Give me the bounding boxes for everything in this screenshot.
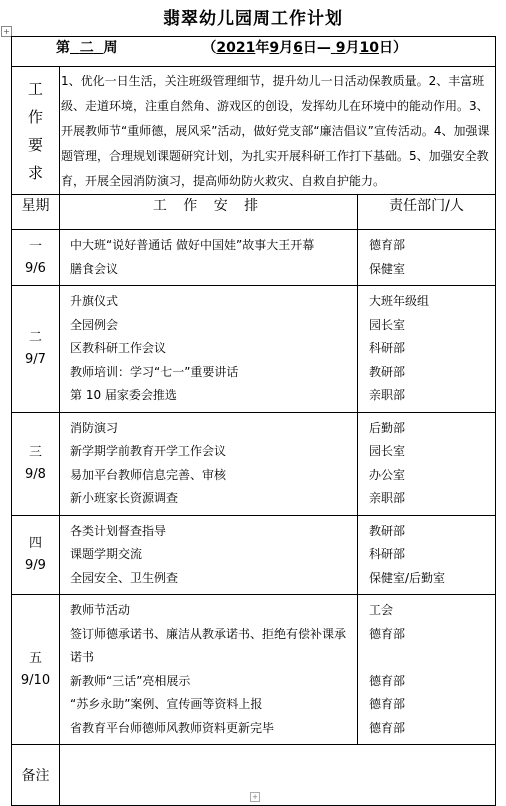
day-items: 消防演习 新学期学前教育开学工作会议 易加平台教师信息完善、审核 新小班家长资源调查 <box>60 412 358 515</box>
day-cell: 三 9/8 <box>12 412 60 515</box>
day-depts: 大班年级组 园长室 科研部 教研部 亲职部 <box>358 286 496 413</box>
day-depts: 教研部 科研部 保健室/后勤室 <box>358 515 496 595</box>
day-cell: 二 9/7 <box>12 286 60 413</box>
week-row <box>12 37 496 67</box>
week-suffix: 周 <box>103 40 118 56</box>
day-row-thursday <box>12 515 496 595</box>
day-cell: 一 9/6 <box>12 230 60 286</box>
day-depts: 工会 德育部 德育部 德育部 德育部 <box>358 595 496 745</box>
resize-handle-icon[interactable]: + <box>250 792 260 802</box>
week-cell <box>12 37 496 67</box>
week-prefix: 第 <box>56 40 70 56</box>
day-cell: 四 9/9 <box>12 515 60 595</box>
note-label: 备注 <box>12 745 60 806</box>
day-items: 各类计划督查指导 课题学期交流 全园安全、卫生例查 <box>60 515 358 595</box>
header-dept: 责任部门/人 <box>358 195 496 230</box>
weekly-plan-table <box>11 36 496 806</box>
day-depts: 德育部 保健室 <box>358 230 496 286</box>
table-move-handle-icon[interactable]: + <box>1 26 12 37</box>
day-row-tuesday <box>12 286 496 413</box>
requirements-row <box>12 67 496 195</box>
header-day: 星期 <box>12 195 60 230</box>
week-date-range: （2021年9月6日— 9月10日） <box>202 40 407 56</box>
day-row-monday <box>12 230 496 286</box>
header-row <box>12 195 496 230</box>
day-cell: 五 9/10 <box>12 595 60 745</box>
requirements-label: 工 作 要 求 <box>12 67 60 195</box>
requirements-text: 1、优化一日生活，关注班级管理细节，提升幼儿一日活动保教质量。2、丰富班级、走道环境，注重自然角、游戏区的创设，发挥幼儿在环境中的能动作用。3、开展教师节“重师德，展风采”活动，做好党支部“廉洁倡议”宣传活动。4、加强课题管理，合理规划课题研究计划，为扎实开展科研工作打下基础。5、加强安全教育，开展全园消防演习，提高师幼防火救灾、自救自护能力。 <box>60 67 496 195</box>
day-items: 中大班“说好普通话 做好中国娃”故事大王开幕 膳食会议 <box>60 230 358 286</box>
note-content[interactable] <box>60 745 496 806</box>
day-depts: 后勤部 园长室 办公室 亲职部 <box>358 412 496 515</box>
page-title: 翡翠幼儿园周工作计划 <box>163 9 343 29</box>
header-arrangement: 工 作 安 排 <box>60 195 358 230</box>
day-row-friday <box>12 595 496 745</box>
day-items: 教师节活动 签订师德承诺书、廉洁从教承诺书、拒绝有偿补课承诺书 新教师“三话”亮相展示 “苏乡永助”案例、宣传画等资料上报 省教育平台师德师风教师资料更新完毕 <box>60 595 358 745</box>
day-items: 升旗仪式 全园例会 区教科研工作会议 教师培训：学习“七一”重要讲话 第 10 届家委会推选 <box>60 286 358 413</box>
week-number: 二 <box>79 40 94 56</box>
day-row-wednesday <box>12 412 496 515</box>
